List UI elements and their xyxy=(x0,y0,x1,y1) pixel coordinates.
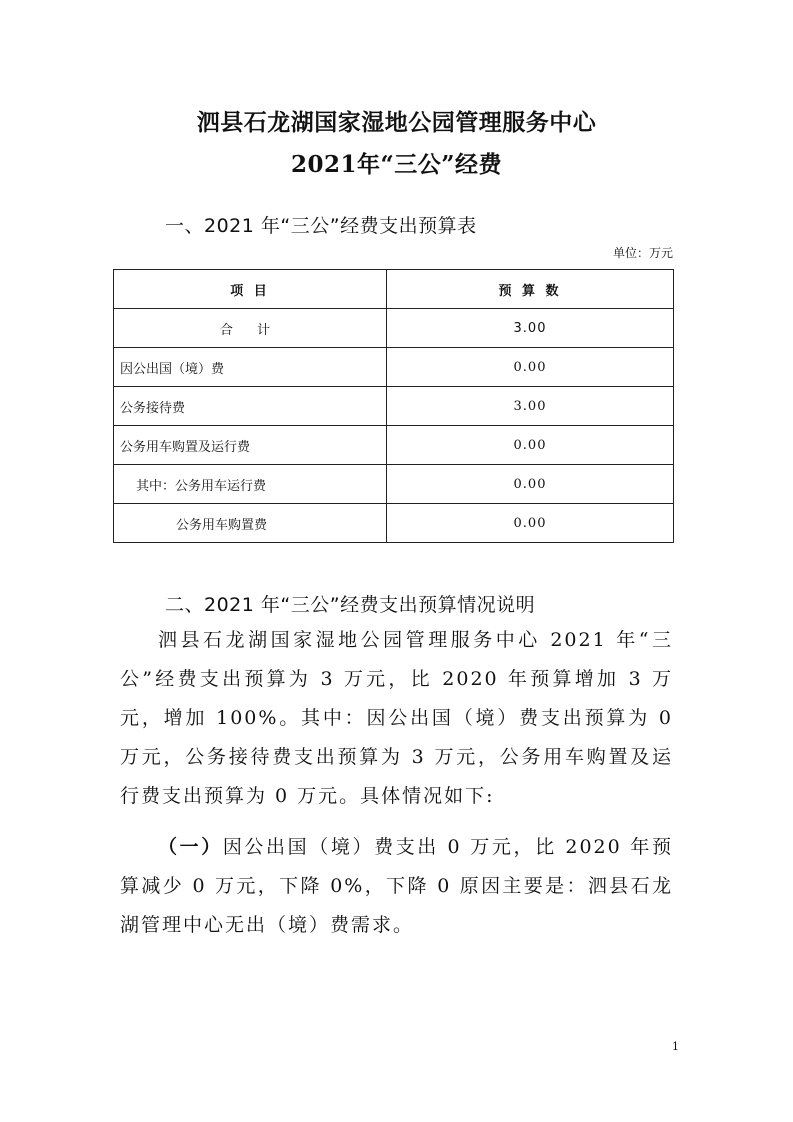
table-row xyxy=(114,348,674,387)
table-row xyxy=(114,465,674,504)
paragraph-detail-1 xyxy=(120,828,673,945)
page-number: 1 xyxy=(672,1040,679,1053)
document-title-line1: 泗县石龙湖国家湿地公园管理服务中心 xyxy=(196,109,597,136)
row-value: 0.00 xyxy=(387,426,674,465)
row-value: 0.00 xyxy=(387,348,674,387)
total-label: 合 计 xyxy=(114,309,387,348)
row-value: 0.00 xyxy=(387,504,674,543)
row-label: 因公出国（境）费 xyxy=(114,348,387,387)
document-title-line2: 2021年“三公”经费 xyxy=(291,151,502,178)
table-row xyxy=(114,426,674,465)
unit-label: 单位：万元 xyxy=(612,246,673,260)
header-amount: 预 算 数 xyxy=(387,270,674,309)
header-item: 项 目 xyxy=(114,270,387,309)
row-label: 其中：公务用车运行费 xyxy=(114,465,387,504)
budget-table xyxy=(113,269,674,543)
table-row xyxy=(114,387,674,426)
paragraph-lead-marker: （一） xyxy=(158,836,223,858)
section2-heading: 二、2021 年“三公”经费支出预算情况说明 xyxy=(165,594,536,616)
table-total-row xyxy=(114,309,674,348)
section1-heading: 一、2021 年“三公”经费支出预算表 xyxy=(165,215,477,237)
table-header-row xyxy=(114,270,674,309)
paragraph-detail-body: 因公出国（境）费支出 0 万元，比 2020 年预算减少 0 万元，下降 0%，下降 0 原因主要是：泗县石龙湖管理中心无出（境）费需求。 xyxy=(120,836,673,936)
table-row xyxy=(114,504,674,543)
row-label: 公务接待费 xyxy=(114,387,387,426)
total-value: 3.00 xyxy=(387,309,674,348)
row-value: 3.00 xyxy=(387,387,674,426)
row-value: 0.00 xyxy=(387,465,674,504)
row-label: 公务用车购置及运行费 xyxy=(114,426,387,465)
row-label: 公务用车购置费 xyxy=(114,504,387,543)
paragraph-summary: 泗县石龙湖国家湿地公园管理服务中心 2021 年“三公”经费支出预算为 3 万元，比 2020 年预算增加 3 万元，增加 100%。其中：因公出国（境）费支出预算为 0 万元，公务接待费支出预算为 3 万元，公务用车购置及运行费支出预算为 0 万元。具体情况如下: xyxy=(120,629,673,807)
